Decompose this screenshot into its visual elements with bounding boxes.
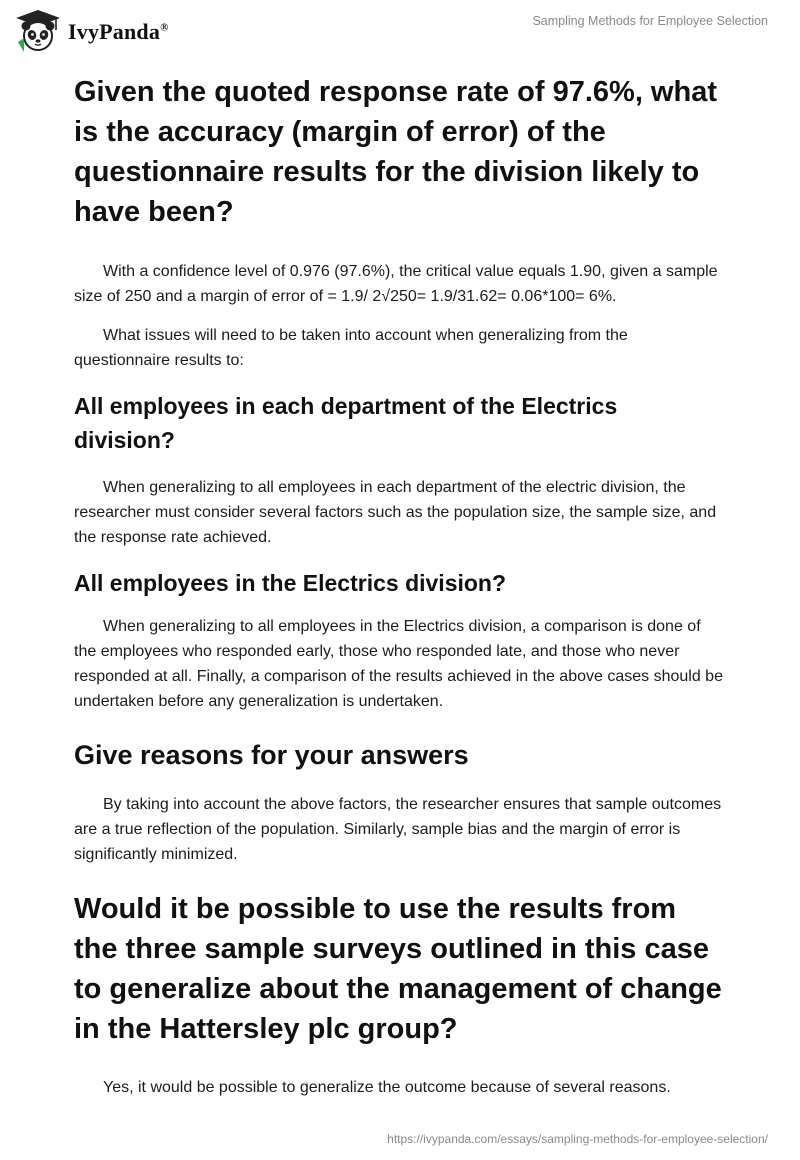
paragraph-conclusion: Yes, it would be possible to generalize the outcome because of several reasons.	[103, 1079, 671, 1096]
paragraph-electrics-division: When generalizing to all employees in the Electrics division, a comparison is done of the employees who responded early, those who responded late, and those who never responded at all. Finally, a comparison of the results achieved in the above cases should be undertaken before any generalization is undertaken.	[74, 618, 723, 710]
heading-give-reasons: Give reasons for your answers	[74, 740, 469, 770]
paragraph-each-department: When generalizing to all employees in each department of the electric division, the researcher must consider several factors such as the population size, the sample size, and the response rate achieved.	[74, 479, 717, 546]
paragraph-generalizing-issues: What issues will need to be taken into account when generalizing from the questionnaire results to:	[74, 327, 628, 369]
heading-hattersley-question: Would it be possible to use the results from the three sample surveys outlined in this case to generalize about the management of change in the Hattersley plc group?	[74, 893, 722, 1045]
document-title: Sampling Methods for Employee Selection	[532, 14, 768, 28]
source-url[interactable]: https://ivypanda.com/essays/sampling-methods-for-employee-selection/	[387, 1132, 768, 1146]
logo-wordmark: IvyPanda®	[68, 19, 169, 44]
paragraph-margin-of-error: With a confidence level of 0.976 (97.6%), the critical value equals 1.90, given a sample size of 250 and a margin of error of = 1.9/ 2√250= 1.9/31.62= 0.06*100= 6%.	[74, 263, 718, 305]
heading-response-rate-question: Given the quoted response rate of 97.6%, what is the accuracy (margin of error) of the questionnaire results for the division likely to have been?	[74, 76, 717, 228]
panda-logo-icon	[14, 8, 62, 54]
heading-all-employees-each-department: All employees in each department of the Electrics division?	[74, 393, 618, 453]
paragraph-reasons: By taking into account the above factors, the researcher ensures that sample outcomes are a true reflection of the population. Similarly, sample bias and the margin of error is significantly minimized.	[74, 796, 722, 863]
ivypanda-logo[interactable]	[14, 8, 169, 54]
article-body	[74, 70, 724, 1100]
page-header	[0, 0, 800, 64]
heading-all-employees-electrics: All employees in the Electrics division?	[74, 570, 507, 596]
